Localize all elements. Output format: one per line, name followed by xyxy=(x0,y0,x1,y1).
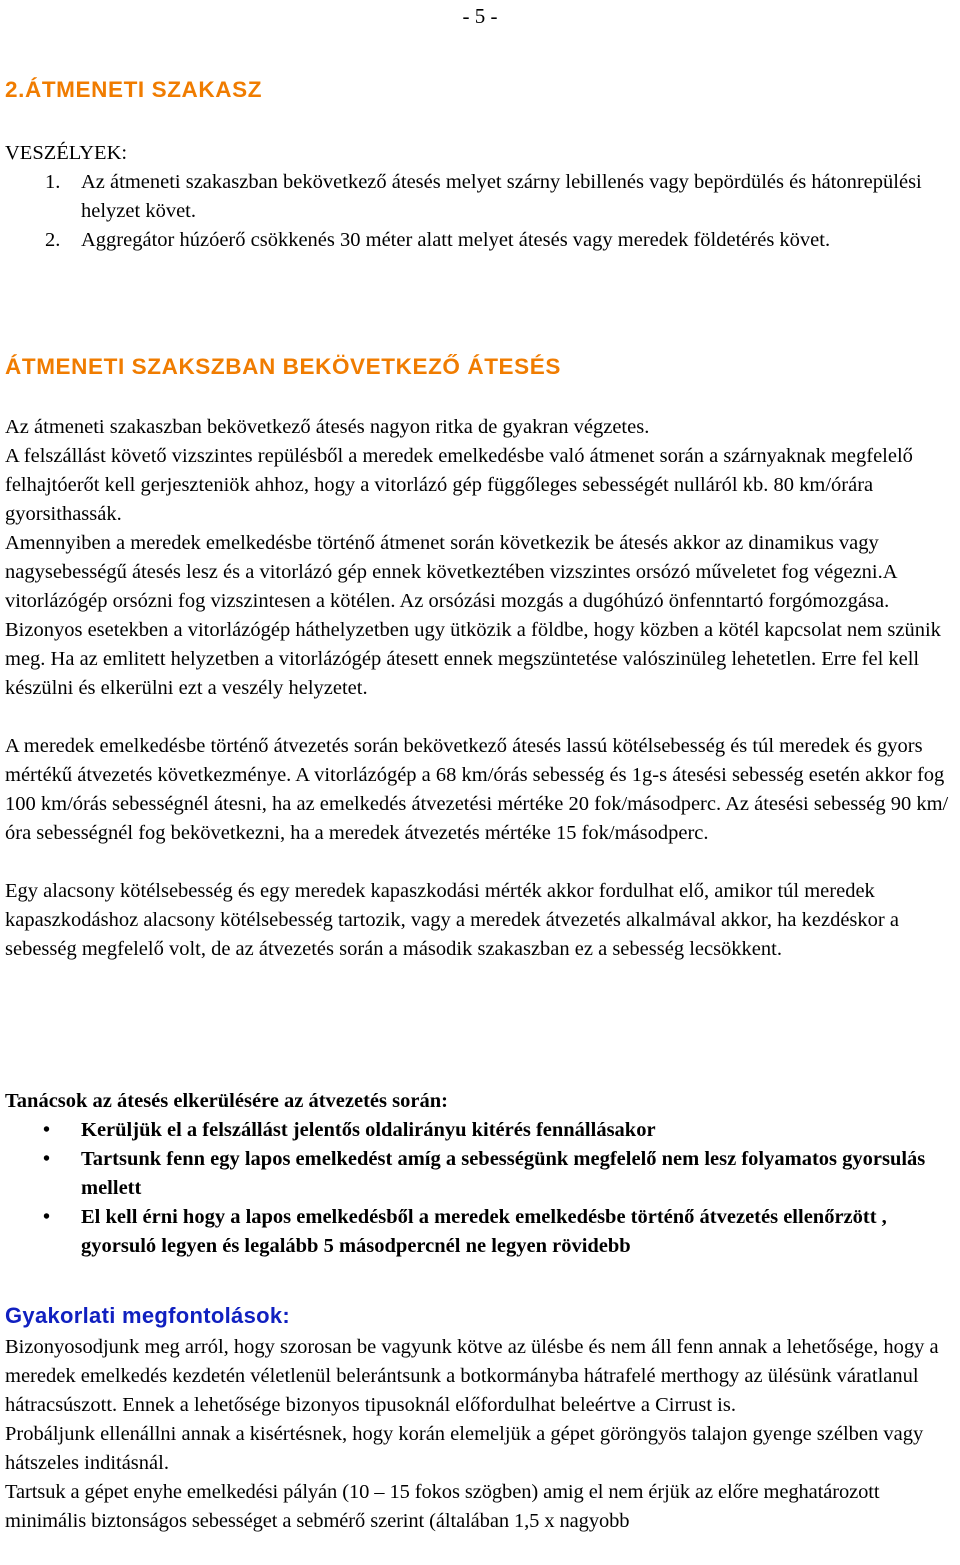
bullet-icon: • xyxy=(43,1119,51,1141)
stall-paragraph-2: Amennyiben a meredek emelkedésbe történő átmenet során következik be átesés akkor az dinamikus vagy nagysebességű átesés lesz és a vitorlázó gép ennek következtében vizszintes orsózó műveletet fog végezni.A vitorlázógép orsózni fog vizszintesen a kötélen. Az orsózási mozgás a dugóhúzó önfenntartó forgómozgása. Bizonyos esetekben a vitorlázógép háthelyzetben ugy ütközik a földbe, hogy közben a kötél kapcsolat nem szünik meg. Ha az emlitett helyzetben a vitorlázógép átesett ennek megszüntetése valószinüleg lehetetlen. Erre fel kell készülni és elkerülni ezt a veszély helyzetet. xyxy=(5,532,941,699)
list-item xyxy=(5,1116,956,1145)
advice-block xyxy=(5,1087,956,1261)
practical-paragraph-2: Probáljunk ellenállni annak a kisértésnek, hogy korán elemeljük a gépet göröngyös talajon gyenge szélben vagy hátszeles inditásnál. xyxy=(5,1423,924,1474)
dangers-block xyxy=(5,139,956,255)
bullet-icon: • xyxy=(43,1148,51,1170)
list-item xyxy=(5,1203,956,1261)
list-item xyxy=(5,226,956,255)
list-text: Kerüljük el a felszállást jelentős oldalirányu kitérés fennállásakor xyxy=(81,1119,656,1141)
dangers-label: VESZÉLYEK: xyxy=(5,142,128,164)
stall-intro: Az átmeneti szakaszban bekövetkező átesés nagyon ritka de gyakran végzetes. xyxy=(5,416,650,438)
list-item xyxy=(5,168,956,226)
list-number: 2. xyxy=(45,229,61,251)
list-number: 1. xyxy=(45,171,61,193)
list-text: Aggregátor húzóerő csökkenés 30 méter alatt melyet átesés vagy meredek földetérés követ. xyxy=(81,229,831,251)
list-text: El kell érni hogy a lapos emelkedésből a meredek emelkedésbe történő átvezetés ellenőrzött , gyorsuló legyen és legalább 5 másodpercnél ne legyen rövidebb xyxy=(81,1206,887,1257)
bullet-icon: • xyxy=(43,1206,51,1228)
list-text: Tartsunk fenn egy lapos emelkedést amíg a sebességünk megfelelő nem lesz folyamatos gyorsulás mellett xyxy=(81,1148,926,1199)
page-number: - 5 - xyxy=(462,4,498,28)
practical-paragraph-3: Tartsuk a gépet enyhe emelkedési pályán (10 – 15 fokos szögben) amig el nem érjük az előre meghatározott minimális biztonságos sebességet a sebmérő szerint (általában 1,5 x nagyobb xyxy=(5,1481,880,1532)
dangers-list xyxy=(5,168,956,255)
stall-paragraph-4: Egy alacsony kötélsebesség és egy meredek kapaszkodási mérték akkor fordulhat elő, amikor túl meredek kapaszkodáshoz alacsony kötélsebesség tartozik, vagy a meredek átvezetés alkalmával akkor, ha kezdéskor a sebesség megfelelő volt, de az átvezetés során a második szakaszban ez a sebesség lecsökkent. xyxy=(5,880,899,960)
advice-list xyxy=(5,1116,956,1261)
section-title: 2.ÁTMENETI SZAKASZ xyxy=(5,77,263,102)
practical-body xyxy=(5,1333,956,1536)
stall-section-body xyxy=(5,413,956,964)
stall-section-title: ÁTMENETI SZAKSZBAN BEKÖVETKEZŐ ÁTESÉS xyxy=(5,354,561,379)
practical-paragraph-1: Bizonyosodjunk meg arról, hogy szorosan be vagyunk kötve az ülésbe és nem áll fenn annak a lehetősége, hogy a meredek emelkedés kezdetén véletlenül belerántsunk a botkormányba hátrafelé merthogy az ülésünk váratlanul hátracsúszott. Ennek a lehetősége bizonyos tipusoknál előfordulhat beleértve a Cirrust is. xyxy=(5,1336,939,1416)
practical-title: Gyakorlati megfontolások: xyxy=(5,1303,291,1328)
list-item xyxy=(5,1145,956,1203)
list-text: Az átmeneti szakaszban bekövetkező átesés melyet szárny lebillenés vagy bepördülés és hátonrepülési helyzet követ. xyxy=(81,171,922,222)
stall-paragraph-3: A meredek emelkedésbe történő átvezetés során bekövetkező átesés lassú kötélsebesség és túl meredek és gyors mértékű átvezetés következménye. A vitorlázógép a 68 km/órás sebesség és 1g-s átesési sebesség esetén akkor fog 100 km/órás sebességnél átesni, ha az emelkedés átvezetési mértéke 20 fok/másodperc. Az átesési sebesség 90 km/óra sebességnél fog bekövetkezni, ha a meredek átvezetés mértéke 15 fok/másodperc. xyxy=(5,735,949,844)
stall-paragraph-1: A felszállást követő vizszintes repülésből a meredek emelkedésbe való átmenet során a szárnyaknak megfelelő felhajtóerőt kell gerjeszteniök ahhoz, hogy a vitorlázó gép függőleges sebességét nulláról kb. 80 km/órára gyorsithassák. xyxy=(5,445,913,525)
advice-title: Tanácsok az átesés elkerülésére az átvezetés során: xyxy=(5,1090,448,1112)
